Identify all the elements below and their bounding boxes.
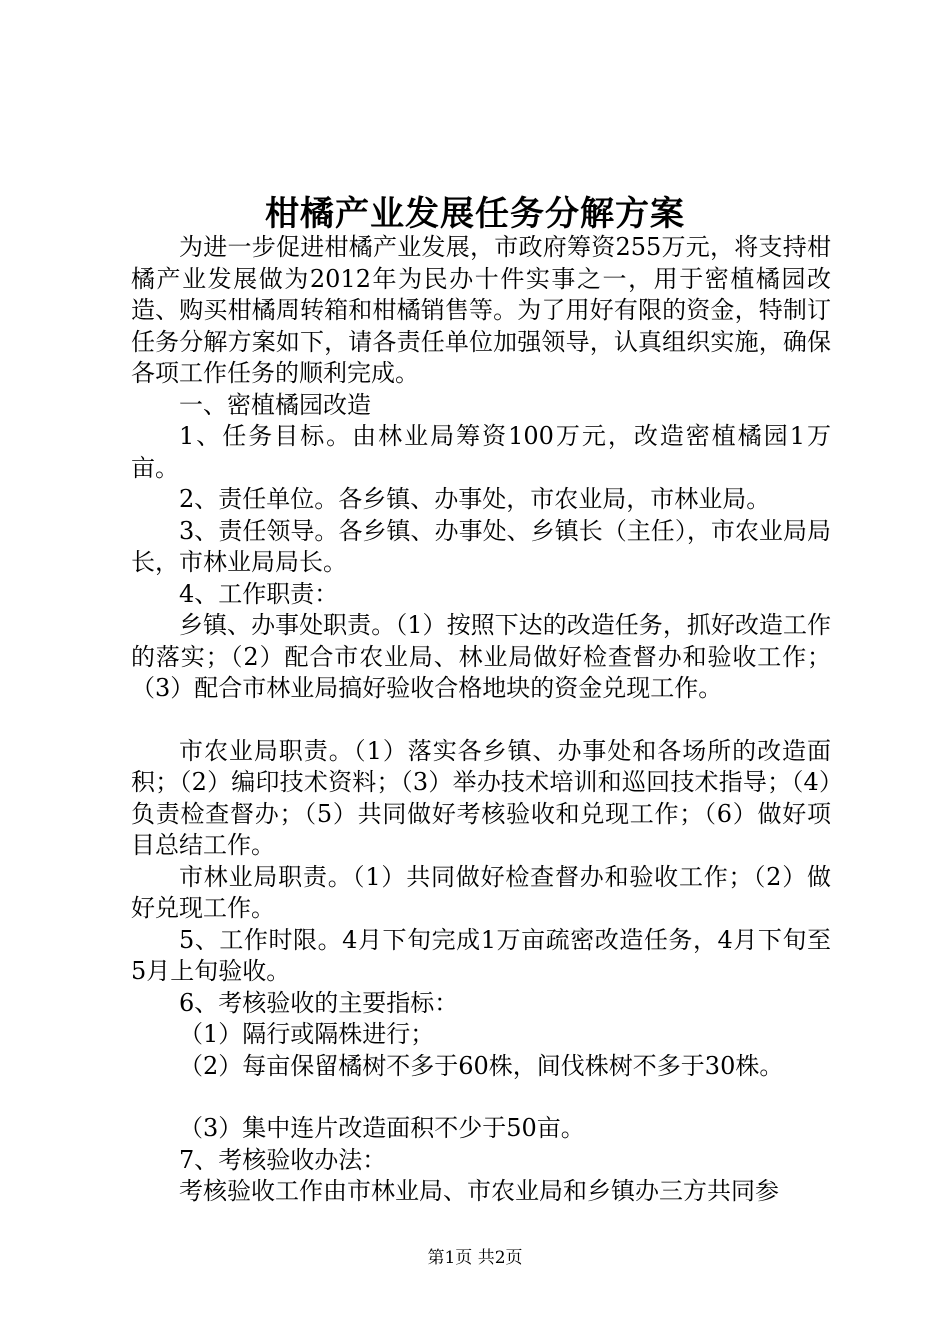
paragraph-indicators-heading: 6、考核验收的主要指标： xyxy=(179,988,459,1017)
document-body xyxy=(131,232,831,1208)
paragraph-intro: 为进一步促进柑橘产业发展，市政府筹资255万元，将支持柑橘产业发展做为2012年为民办十件实事之一，用于密植橘园改造、购买柑橘周转箱和柑橘销售等。为了用好有限的资金，特制订任务分解方案如下，请各责任单位加强领导，认真组织实施，确保各项工作任务的顺利完成。 xyxy=(131,233,831,387)
indicator-item-3: （3）集中连片改造面积不少于50亩。 xyxy=(179,1114,585,1142)
document-title: 柑橘产业发展任务分解方案 xyxy=(265,194,685,234)
paragraph-responsible-units: 2、责任单位。各乡镇、办事处，市农业局，市林业局。 xyxy=(179,485,771,513)
section-heading-1: 一、密植橘园改造 xyxy=(179,390,371,419)
paragraph-township-duties: 乡镇、办事处职责。（1）按照下达的改造任务，抓好改造工作的落实；（2）配合市农业局、林业局做好检查督办和验收工作；（3）配合市林业局搞好验收合格地块的资金兑现工作。 xyxy=(131,611,831,702)
paragraph-method-heading: 7、考核验收办法： xyxy=(179,1145,387,1174)
indicator-item-2: （2）每亩保留橘树不多于60株，间伐株树不多于30株。 xyxy=(179,1051,784,1080)
paragraph-forestry-bureau-duties: 市林业局职责。（1）共同做好检查督办和验收工作；（2）做好兑现工作。 xyxy=(131,862,831,922)
indicator-item-1: （1）隔行或隔株进行； xyxy=(179,1020,435,1048)
paragraph-agriculture-bureau-duties: 市农业局职责。（1）落实各乡镇、办事处和各场所的改造面积；（2）编印技术资料；（3）举办技术培训和巡回技术指导；（4）负责检查督办；（5）共同做好考核验收和兑现工作；（6）做好项目总结工作。 xyxy=(131,736,831,859)
paragraph-task-goal: 1、任务目标。由林业局筹资100万元，改造密植橘园1万亩。 xyxy=(131,422,831,482)
paragraph-duties-heading: 4、工作职责： xyxy=(179,579,339,608)
paragraph-spacer xyxy=(131,705,831,736)
paragraph-responsible-leaders: 3、责任领导。各乡镇、办事处、乡镇长（主任），市农业局局长，市林业局局长。 xyxy=(131,516,831,576)
paragraph-method-text: 考核验收工作由市林业局、市农业局和乡镇办三方共同参 xyxy=(179,1177,779,1205)
paragraph-time-limit: 5、工作时限。4月下旬完成1万亩疏密改造任务，4月下旬至5月上旬验收。 xyxy=(131,925,831,985)
page-number-footer: 第1页 共2页 xyxy=(427,1248,523,1268)
paragraph-spacer xyxy=(131,1082,831,1113)
